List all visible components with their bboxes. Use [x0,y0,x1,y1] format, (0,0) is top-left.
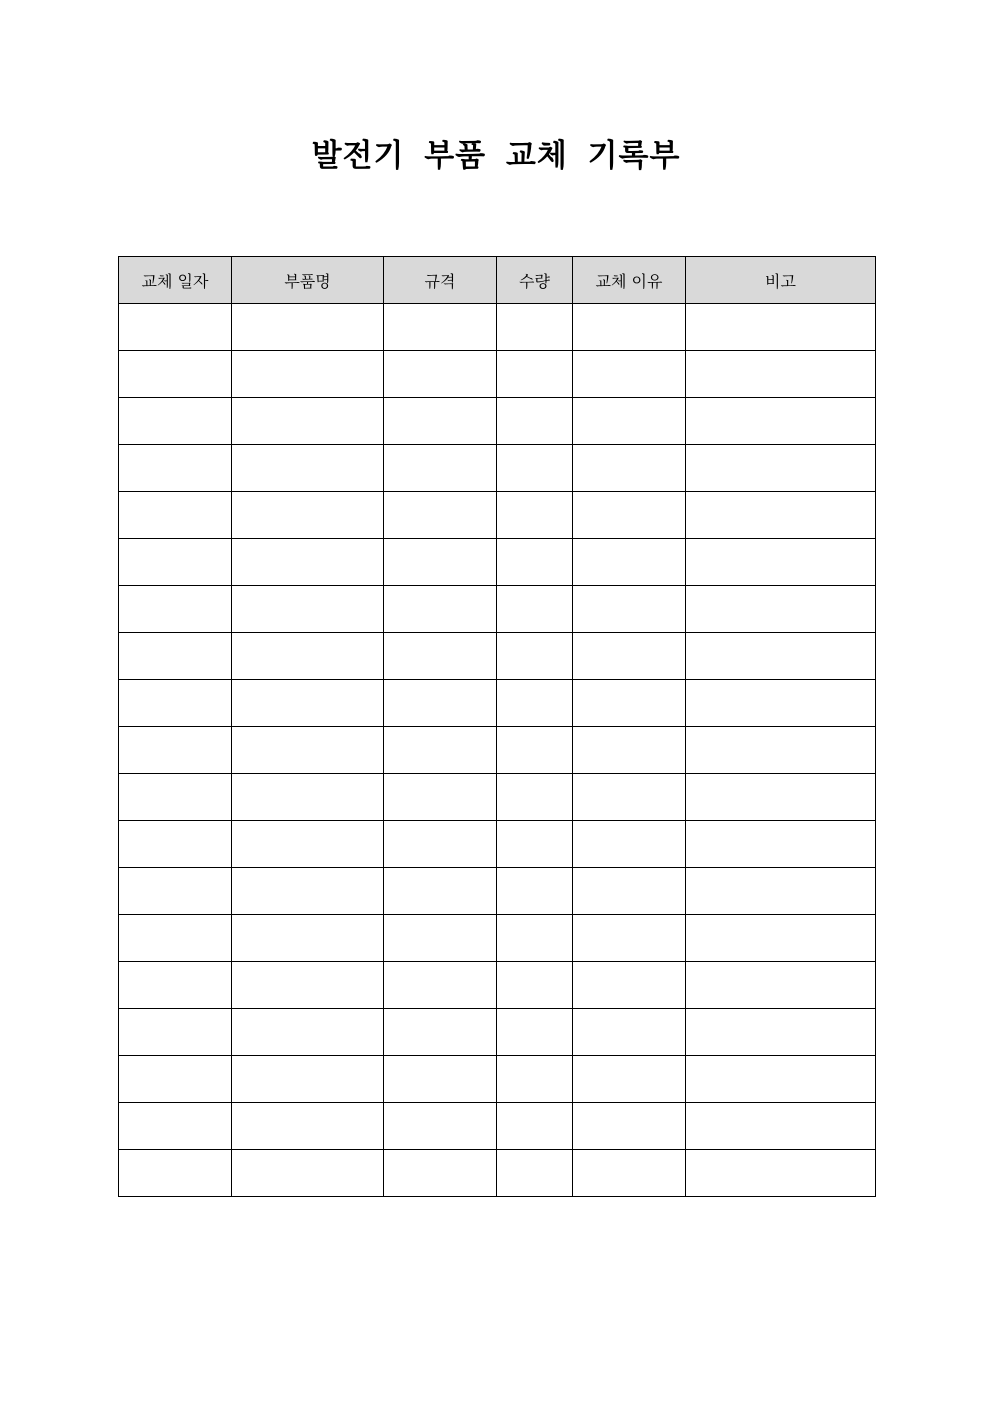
cell-remarks[interactable] [686,774,876,821]
cell-specification[interactable] [384,962,497,1009]
replacement-log-table [118,256,876,1197]
cell-remarks[interactable] [686,492,876,539]
cell-quantity[interactable] [497,868,573,915]
cell-part-name[interactable] [232,821,384,868]
cell-replacement-date[interactable] [119,539,232,586]
table-row [119,868,876,915]
header-specification: 규격 [384,257,497,304]
table-row [119,586,876,633]
table-row [119,492,876,539]
cell-part-name[interactable] [232,539,384,586]
header-remarks: 비고 [686,257,876,304]
cell-replacement-reason[interactable] [573,586,686,633]
cell-replacement-date[interactable] [119,351,232,398]
cell-replacement-date[interactable] [119,586,232,633]
cell-replacement-date[interactable] [119,821,232,868]
cell-quantity[interactable] [497,539,573,586]
cell-replacement-reason[interactable] [573,680,686,727]
cell-remarks[interactable] [686,1103,876,1150]
cell-quantity[interactable] [497,821,573,868]
cell-replacement-date[interactable] [119,774,232,821]
cell-part-name[interactable] [232,633,384,680]
cell-remarks[interactable] [686,962,876,1009]
cell-remarks[interactable] [686,445,876,492]
cell-specification[interactable] [384,821,497,868]
cell-specification[interactable] [384,774,497,821]
cell-replacement-date[interactable] [119,915,232,962]
table-row [119,398,876,445]
table-row [119,1056,876,1103]
header-quantity: 수량 [497,257,573,304]
cell-replacement-date[interactable] [119,680,232,727]
cell-replacement-reason[interactable] [573,633,686,680]
cell-replacement-reason[interactable] [573,398,686,445]
table-row [119,304,876,351]
header-part-name: 부품명 [232,257,384,304]
cell-specification[interactable] [384,1009,497,1056]
cell-replacement-reason[interactable] [573,492,686,539]
table-row [119,727,876,774]
table-row [119,821,876,868]
cell-quantity[interactable] [497,445,573,492]
cell-part-name[interactable] [232,868,384,915]
cell-part-name[interactable] [232,304,384,351]
header-row [119,257,876,304]
cell-replacement-reason[interactable] [573,304,686,351]
cell-quantity[interactable] [497,774,573,821]
cell-remarks[interactable] [686,586,876,633]
cell-specification[interactable] [384,727,497,774]
cell-replacement-date[interactable] [119,868,232,915]
header-replacement-date: 교체 일자 [119,257,232,304]
table-row [119,962,876,1009]
cell-replacement-reason[interactable] [573,821,686,868]
cell-replacement-date[interactable] [119,633,232,680]
cell-quantity[interactable] [497,727,573,774]
table-row [119,680,876,727]
table-body [119,304,876,1197]
cell-remarks[interactable] [686,1009,876,1056]
cell-quantity[interactable] [497,351,573,398]
cell-specification[interactable] [384,445,497,492]
cell-part-name[interactable] [232,962,384,1009]
cell-part-name[interactable] [232,727,384,774]
cell-replacement-date[interactable] [119,962,232,1009]
cell-replacement-date[interactable] [119,1150,232,1197]
cell-remarks[interactable] [686,727,876,774]
cell-specification[interactable] [384,1150,497,1197]
cell-part-name[interactable] [232,1103,384,1150]
cell-remarks[interactable] [686,304,876,351]
cell-replacement-date[interactable] [119,398,232,445]
cell-replacement-reason[interactable] [573,962,686,1009]
cell-quantity[interactable] [497,1103,573,1150]
cell-part-name[interactable] [232,915,384,962]
cell-specification[interactable] [384,398,497,445]
table-row [119,1009,876,1056]
header-replacement-reason: 교체 이유 [573,257,686,304]
cell-quantity[interactable] [497,1056,573,1103]
cell-specification[interactable] [384,539,497,586]
cell-quantity[interactable] [497,1009,573,1056]
table-row [119,445,876,492]
cell-replacement-reason[interactable] [573,727,686,774]
cell-part-name[interactable] [232,1150,384,1197]
cell-specification[interactable] [384,915,497,962]
cell-specification[interactable] [384,1103,497,1150]
cell-specification[interactable] [384,868,497,915]
cell-remarks[interactable] [686,539,876,586]
cell-replacement-reason[interactable] [573,1150,686,1197]
cell-quantity[interactable] [497,680,573,727]
cell-remarks[interactable] [686,1150,876,1197]
cell-replacement-reason[interactable] [573,1103,686,1150]
cell-replacement-reason[interactable] [573,868,686,915]
cell-replacement-reason[interactable] [573,445,686,492]
cell-quantity[interactable] [497,915,573,962]
cell-remarks[interactable] [686,868,876,915]
table-row [119,1150,876,1197]
cell-remarks[interactable] [686,915,876,962]
cell-specification[interactable] [384,492,497,539]
cell-quantity[interactable] [497,398,573,445]
cell-remarks[interactable] [686,633,876,680]
cell-part-name[interactable] [232,445,384,492]
cell-part-name[interactable] [232,492,384,539]
table-row [119,351,876,398]
cell-replacement-reason[interactable] [573,915,686,962]
cell-quantity[interactable] [497,633,573,680]
table-row [119,539,876,586]
cell-specification[interactable] [384,586,497,633]
cell-part-name[interactable] [232,586,384,633]
cell-replacement-date[interactable] [119,727,232,774]
cell-specification[interactable] [384,1056,497,1103]
cell-replacement-reason[interactable] [573,539,686,586]
cell-specification[interactable] [384,304,497,351]
cell-replacement-reason[interactable] [573,351,686,398]
cell-part-name[interactable] [232,680,384,727]
cell-part-name[interactable] [232,398,384,445]
table-row [119,915,876,962]
cell-part-name[interactable] [232,774,384,821]
cell-quantity[interactable] [497,1150,573,1197]
cell-part-name[interactable] [232,1009,384,1056]
cell-replacement-reason[interactable] [573,1056,686,1103]
table-row [119,633,876,680]
cell-quantity[interactable] [497,586,573,633]
cell-part-name[interactable] [232,351,384,398]
cell-quantity[interactable] [497,962,573,1009]
cell-quantity[interactable] [497,304,573,351]
table-row [119,774,876,821]
cell-replacement-date[interactable] [119,1009,232,1056]
cell-replacement-reason[interactable] [573,774,686,821]
cell-replacement-reason[interactable] [573,1009,686,1056]
cell-remarks[interactable] [686,351,876,398]
cell-remarks[interactable] [686,1056,876,1103]
cell-specification[interactable] [384,680,497,727]
table-row [119,1103,876,1150]
cell-remarks[interactable] [686,680,876,727]
cell-quantity[interactable] [497,492,573,539]
cell-specification[interactable] [384,351,497,398]
cell-specification[interactable] [384,633,497,680]
cell-replacement-date[interactable] [119,1056,232,1103]
cell-replacement-date[interactable] [119,492,232,539]
cell-replacement-date[interactable] [119,445,232,492]
cell-replacement-date[interactable] [119,304,232,351]
cell-remarks[interactable] [686,821,876,868]
cell-replacement-date[interactable] [119,1103,232,1150]
cell-part-name[interactable] [232,1056,384,1103]
page-title: 발전기 부품 교체 기록부 [311,138,681,174]
cell-remarks[interactable] [686,398,876,445]
